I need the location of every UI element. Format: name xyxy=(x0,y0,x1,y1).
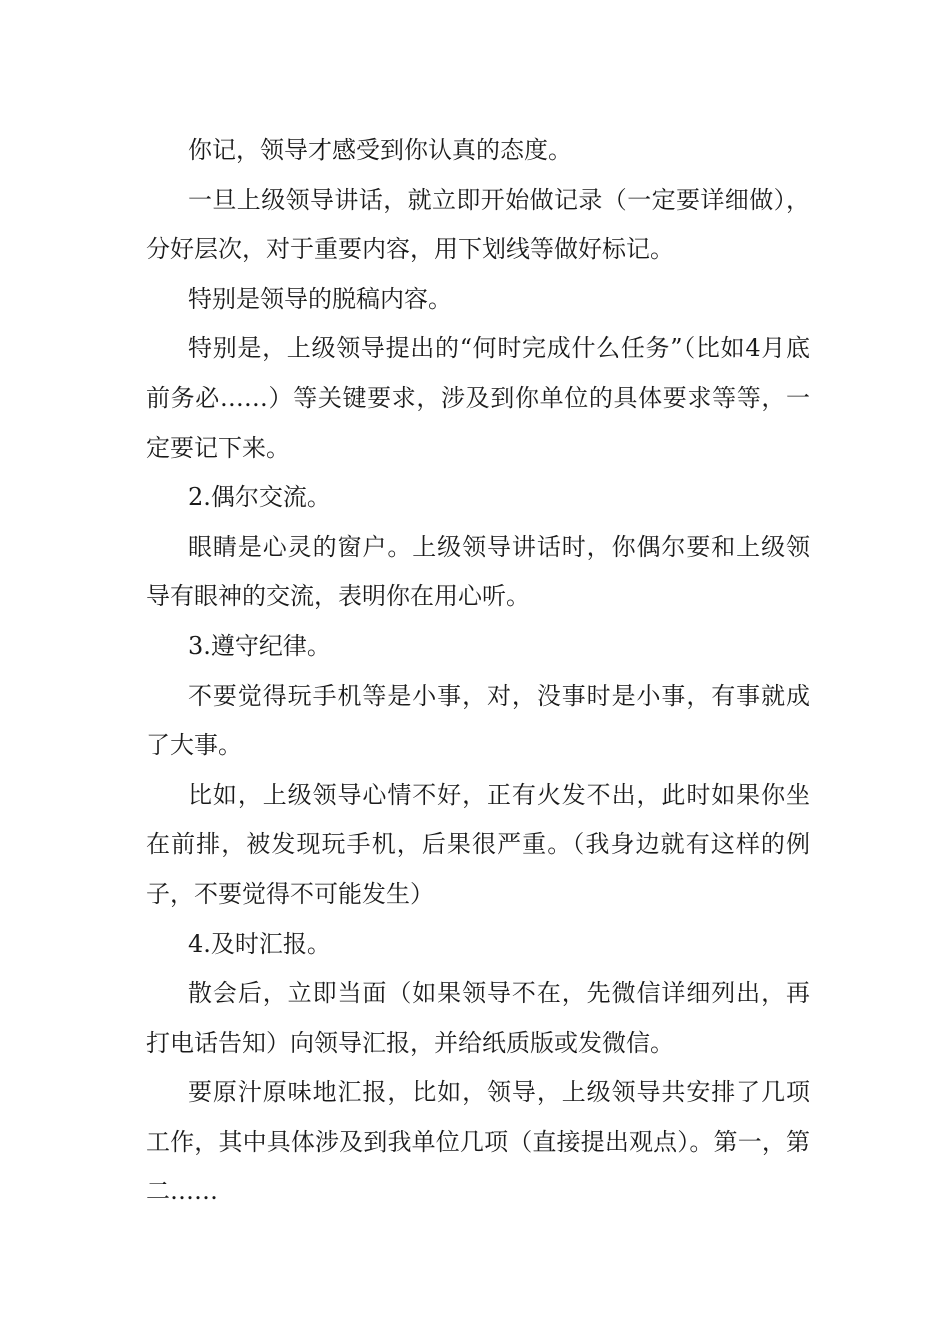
paragraph-4: 特别是，上级领导提出的“何时完成什么任务”（比如4月底前务必……）等关键要求，涉及到你单位的具体要求等等，一定要记下来。 xyxy=(146,334,810,462)
paragraph-2: 一旦上级领导讲话，就立即开始做记录（一定要详细做），分好层次，对于重要内容，用下划线等做好标记。 xyxy=(146,185,810,264)
paragraph-1: 你记，领导才感受到你认真的态度。 xyxy=(188,136,572,164)
paragraph-9: 比如，上级领导心情不好，正有火发不出，此时如果你坐在前排，被发现玩手机，后果很严重。（我身边就有这样的例子，不要觉得不可能发生） xyxy=(146,780,810,908)
section-heading-3: 3.遵守纪律。 xyxy=(188,631,331,660)
paragraph-6: 眼睛是心灵的窗户。上级领导讲话时，你偶尔要和上级领导有眼神的交流，表明你在用心听。 xyxy=(146,532,810,611)
paragraph-12: 要原汁原味地汇报，比如，领导，上级领导共安排了几项工作，其中具体涉及到我单位几项（直接提出观点）。第一，第二…… xyxy=(146,1078,810,1206)
paragraph-3: 特别是领导的脱稿内容。 xyxy=(188,284,452,313)
document-body xyxy=(146,126,810,1217)
section-heading-4: 4.及时汇报。 xyxy=(188,929,331,958)
paragraph-8: 不要觉得玩手机等是小事，对，没事时是小事，有事就成了大事。 xyxy=(146,681,810,760)
section-heading-2: 2.偶尔交流。 xyxy=(188,483,331,512)
paragraph-11: 散会后，立即当面（如果领导不在，先微信详细列出，再打电话告知）向领导汇报，并给纸质版或发微信。 xyxy=(146,979,810,1057)
